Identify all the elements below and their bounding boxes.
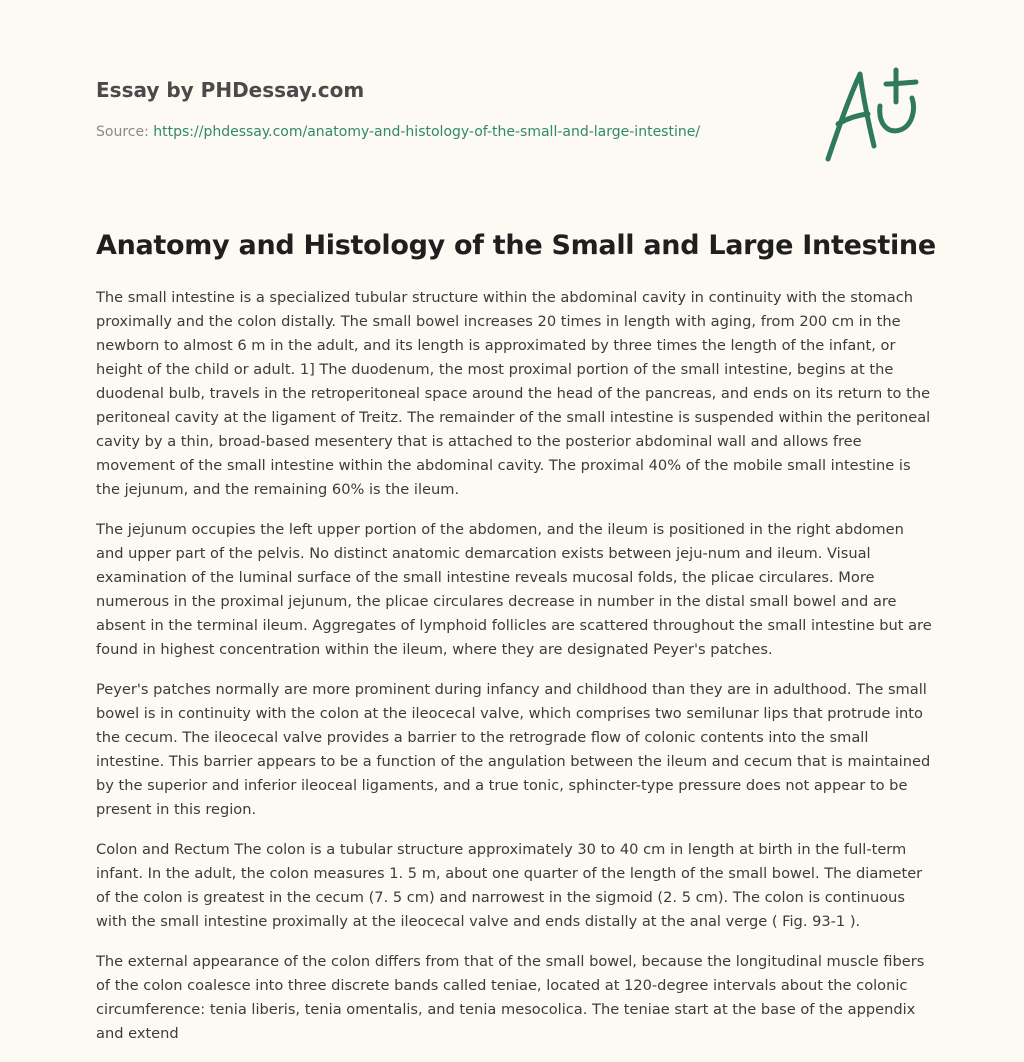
essay-paragraph: The small intestine is a specialized tubular structure within the abdominal cavity in continuity with the stomach proximally and the colon distally. The small bowel increases 20 times in length with aging, from 200 cm in the newborn to almost 6 m in the adult, and its length is approximated by three times the length of the infant, or height of the child or adult. 1] The duodenum, the most proximal portion of the small intestine, begins at the duodenal bulb, travels in the retroperitoneal space around the head of the pancreas, and ends on its return to the peritoneal cavity at the ligament of Treitz. The remainder of the small intestine is suspended within the peritoneal cavity by a thin, broad-based mesentery that is attached to the posterior abdominal wall and allows free movement of the small intestine within the abdominal cavity. The proximal 40% of the mobile small intestine is the jejunum, and the remaining 60% is the ileum.: [96, 289, 931, 498]
essay-header: [96, 76, 796, 142]
essay-paragraph: The jejunum occupies the left upper portion of the abdomen, and the ileum is positioned in the right abdomen and upper part of the pelvis. No distinct anatomic demarcation exists between jeju-num and ileum. Visual examination of the luminal surface of the small intestine reveals mucosal folds, the plicae circulares. More numerous in the proximal jejunum, the plicae circulares decrease in number in the distal small bowel and are absent in the terminal ileum. Aggregates of lymphoid follicles are scattered throughout the small intestine but are found in highest concentration within the ileum, where they are designated Peyer's patches.: [96, 521, 932, 658]
source-link[interactable]: https://phdessay.com/anatomy-and-histology-of-the-small-and-large-intestine/: [153, 124, 701, 140]
essay-paragraph: The external appearance of the colon differs from that of the small bowel, because the longitudinal muscle fibers of the colon coalesce into three discrete bands called teniae, located at 120-degree intervals about the colonic circumference: tenia liberis, tenia omentalis, and tenia mesocolica. The teniae start at the base of the appendix and extend: [96, 953, 925, 1042]
essay-paragraph: Peyer's patches normally are more prominent during infancy and childhood than they are in adulthood. The small bowel is in continuity with the colon at the ileocecal valve, which comprises two semilunar lips that protrude into the cecum. The ileocecal valve provides a barrier to the retrograde flow of colonic contents into the small intestine. This barrier appears to be a function of the angulation between the ileum and cecum that is maintained by the superior and inferior ileoceal ligaments, and a true tonic, sphincter-type pressure does not appear to be present in this region.: [96, 681, 931, 818]
site-title: Essay by PHDessay.com: [96, 78, 365, 102]
source-line: [96, 122, 796, 142]
essay-paragraph: Colon and Rectum The colon is a tubular structure approximately 30 to 40 cm in length at birth in the full-term infant. In the adult, the colon measures 1. 5 m, about one quarter of the length of the small bowel. The diameter of the colon is greatest in the cecum (7. 5 cm) and narrowest in the sigmoid (2. 5 cm). The colon is continuous with the small intestine proximally at the ileocecal valve and ends distally at the anal verge ( Fig. 93-1 ).: [96, 841, 923, 930]
essay-title: Anatomy and Histology of the Small and Large Intestine: [96, 230, 936, 261]
a-plus-grade-icon: [818, 66, 930, 166]
source-label: Source:: [96, 124, 149, 140]
essay-body: [96, 286, 932, 1062]
